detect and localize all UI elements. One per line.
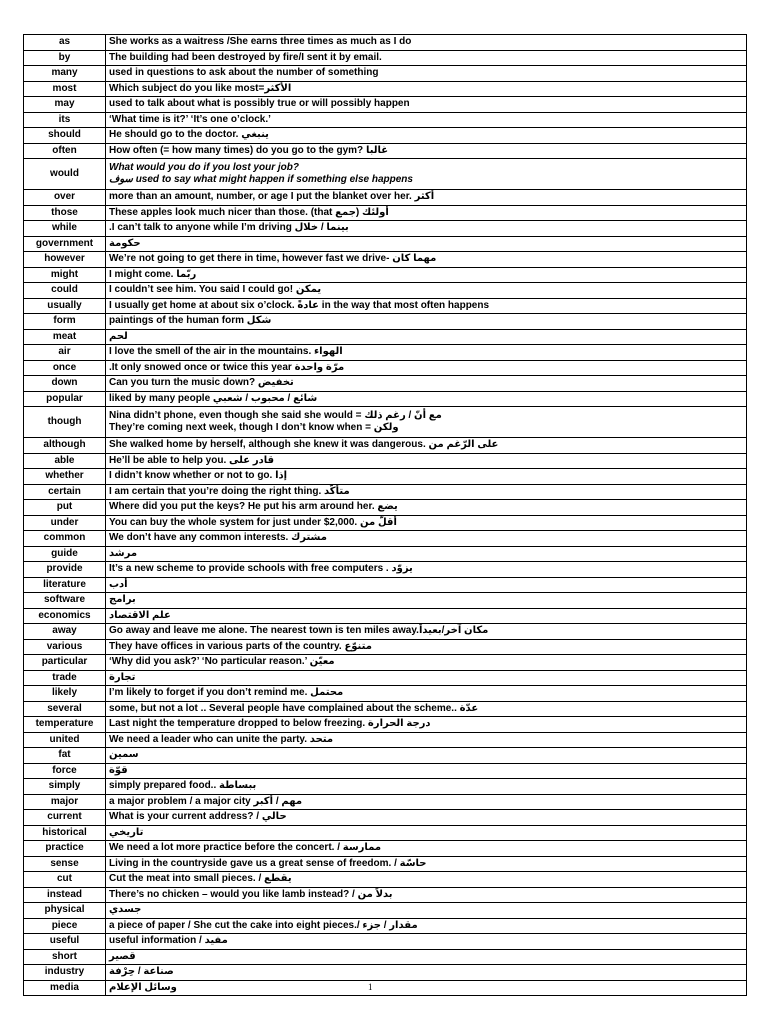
definition-line: They’re coming next week, though I don’t know when = ولكن bbox=[109, 422, 399, 433]
definition-cell bbox=[106, 66, 747, 82]
table-row bbox=[24, 205, 747, 221]
page-number: 1 bbox=[368, 982, 373, 992]
word-cell: though bbox=[24, 407, 106, 438]
table-row bbox=[24, 717, 747, 733]
definition-line: used in questions to ask about the number of something bbox=[109, 67, 379, 79]
word-cell: air bbox=[24, 345, 106, 361]
definition-line: تاريخي bbox=[109, 826, 144, 838]
definition-line: Which subject do you like most=الأكثر bbox=[109, 82, 292, 94]
definition-line: مرشد bbox=[109, 547, 138, 559]
definition-cell bbox=[106, 624, 747, 640]
word-cell: over bbox=[24, 190, 106, 206]
table-row bbox=[24, 298, 747, 314]
table-row bbox=[24, 376, 747, 392]
definition-cell bbox=[106, 236, 747, 252]
table-row bbox=[24, 810, 747, 826]
word-cell: popular bbox=[24, 391, 106, 407]
vocabulary-table bbox=[23, 34, 747, 996]
definition-cell bbox=[106, 469, 747, 485]
definition-cell bbox=[106, 934, 747, 950]
definition-line: He’ll be able to help you. قادر على bbox=[109, 454, 275, 466]
definition-cell bbox=[106, 453, 747, 469]
definition-cell bbox=[106, 810, 747, 826]
definition-line: He should go to the doctor. ينبغي bbox=[109, 129, 269, 141]
word-cell: government bbox=[24, 236, 106, 252]
definition-line: قصير bbox=[109, 950, 136, 962]
definition-cell bbox=[106, 639, 747, 655]
word-cell: while bbox=[24, 221, 106, 237]
word-cell: piece bbox=[24, 918, 106, 934]
table-row bbox=[24, 856, 747, 872]
word-cell: away bbox=[24, 624, 106, 640]
definition-line: I’m likely to forget if you don’t remind me. محتمل bbox=[109, 687, 344, 699]
table-row bbox=[24, 794, 747, 810]
definition-cell bbox=[106, 221, 747, 237]
word-cell: cut bbox=[24, 872, 106, 888]
definition-cell bbox=[106, 980, 747, 996]
word-cell: particular bbox=[24, 655, 106, 671]
definition-line: I might come. ربّما bbox=[109, 268, 197, 280]
definition-cell bbox=[106, 841, 747, 857]
table-row bbox=[24, 670, 747, 686]
word-cell: form bbox=[24, 314, 106, 330]
word-cell: industry bbox=[24, 965, 106, 981]
definition-line: You can buy the whole system for just under $2,000. أقلّ من bbox=[109, 516, 397, 528]
word-cell: major bbox=[24, 794, 106, 810]
table-row bbox=[24, 143, 747, 159]
definition-cell bbox=[106, 97, 747, 113]
table-row bbox=[24, 469, 747, 485]
definition-line: .It only snowed once or twice this year مرّة واحدة bbox=[109, 361, 345, 373]
table-row bbox=[24, 872, 747, 888]
definition-line: What is your current address? / حالي bbox=[109, 811, 287, 823]
table-row bbox=[24, 283, 747, 299]
word-cell: sense bbox=[24, 856, 106, 872]
table-row bbox=[24, 500, 747, 516]
word-cell: physical bbox=[24, 903, 106, 919]
word-cell: often bbox=[24, 143, 106, 159]
definition-cell bbox=[106, 608, 747, 624]
definition-cell bbox=[106, 670, 747, 686]
definition-cell bbox=[106, 500, 747, 516]
definition-line: برامج bbox=[109, 594, 136, 606]
definition-cell bbox=[106, 391, 747, 407]
word-cell: usually bbox=[24, 298, 106, 314]
definition-cell bbox=[106, 531, 747, 547]
definition-cell bbox=[106, 856, 747, 872]
table-row bbox=[24, 314, 747, 330]
table-row bbox=[24, 825, 747, 841]
definition-line: I am certain that you’re doing the right thing. متأكّد bbox=[109, 485, 350, 497]
table-row bbox=[24, 608, 747, 624]
definition-line: We don’t have any common interests. مشترك bbox=[109, 532, 327, 544]
definition-cell bbox=[106, 159, 747, 190]
word-cell: those bbox=[24, 205, 106, 221]
table-row bbox=[24, 624, 747, 640]
definition-cell bbox=[106, 872, 747, 888]
definition-cell bbox=[106, 484, 747, 500]
table-row bbox=[24, 949, 747, 965]
definition-cell bbox=[106, 205, 747, 221]
definition-line: It’s a new scheme to provide schools with free computers . يزوّد bbox=[109, 563, 413, 575]
definition-cell bbox=[106, 577, 747, 593]
definition-line: Last night the temperature dropped to below freezing. درجة الحرارة bbox=[109, 718, 431, 730]
definition-cell bbox=[106, 717, 747, 733]
table-row bbox=[24, 562, 747, 578]
definition-line: simply prepared food.. ببساطة bbox=[109, 780, 257, 792]
table-row bbox=[24, 252, 747, 268]
definition-cell bbox=[106, 732, 747, 748]
word-cell: certain bbox=[24, 484, 106, 500]
word-cell: various bbox=[24, 639, 106, 655]
word-cell: could bbox=[24, 283, 106, 299]
word-cell: literature bbox=[24, 577, 106, 593]
word-cell: current bbox=[24, 810, 106, 826]
definition-line: some, but not a lot .. Several people have complained about the scheme.. عدّة bbox=[109, 702, 479, 714]
word-cell: instead bbox=[24, 887, 106, 903]
table-row bbox=[24, 97, 747, 113]
word-cell: software bbox=[24, 593, 106, 609]
word-cell: should bbox=[24, 128, 106, 144]
definition-cell bbox=[106, 763, 747, 779]
definition-line: used to talk about what is possibly true or will possibly happen bbox=[109, 98, 410, 110]
word-cell: fat bbox=[24, 748, 106, 764]
definition-cell bbox=[106, 50, 747, 66]
word-cell: its bbox=[24, 112, 106, 128]
definition-cell bbox=[106, 903, 747, 919]
table-row bbox=[24, 453, 747, 469]
word-cell: economics bbox=[24, 608, 106, 624]
word-cell: under bbox=[24, 515, 106, 531]
table-row bbox=[24, 655, 747, 671]
definition-line: جسدي bbox=[109, 904, 142, 916]
definition-cell bbox=[106, 918, 747, 934]
table-row bbox=[24, 112, 747, 128]
definition-line: I usually get home at about six o’clock. عادةً in the way that most often happens bbox=[109, 299, 490, 311]
definition-line: Cut the meat into small pieces. / يقطع bbox=[109, 873, 292, 885]
definition-line: She works as a waitress /She earns three times as much as I do bbox=[109, 36, 412, 48]
table-row bbox=[24, 81, 747, 97]
word-cell: might bbox=[24, 267, 106, 283]
word-cell: common bbox=[24, 531, 106, 547]
definition-line: useful information / مفيد bbox=[109, 935, 228, 947]
definition-cell bbox=[106, 438, 747, 454]
definition-cell bbox=[106, 190, 747, 206]
definition-cell bbox=[106, 267, 747, 283]
table-row bbox=[24, 35, 747, 51]
definition-cell bbox=[106, 794, 747, 810]
table-row bbox=[24, 345, 747, 361]
table-row bbox=[24, 686, 747, 702]
word-cell: would bbox=[24, 159, 106, 190]
definition-cell bbox=[106, 887, 747, 903]
definition-line: She walked home by herself, although she knew it was dangerous. على الرّغم من bbox=[109, 439, 499, 451]
vocabulary-table-body bbox=[24, 35, 747, 996]
table-row bbox=[24, 484, 747, 500]
definition-line: سوف used to say what might happen if something else happens bbox=[109, 174, 413, 185]
word-cell: short bbox=[24, 949, 106, 965]
table-row bbox=[24, 159, 747, 190]
table-row bbox=[24, 577, 747, 593]
definition-cell bbox=[106, 112, 747, 128]
word-cell: simply bbox=[24, 779, 106, 795]
definition-cell bbox=[106, 35, 747, 51]
word-cell: media bbox=[24, 980, 106, 996]
definition-cell bbox=[106, 143, 747, 159]
definition-line: Go away and leave me alone. The nearest town is ten miles away.مكان آخر/بعيداً bbox=[109, 625, 489, 637]
definition-cell bbox=[106, 949, 747, 965]
definition-cell bbox=[106, 81, 747, 97]
word-cell: whether bbox=[24, 469, 106, 485]
table-row bbox=[24, 934, 747, 950]
definition-line: a major problem / a major city مهم / أكبر bbox=[109, 795, 303, 807]
table-row bbox=[24, 732, 747, 748]
word-cell: many bbox=[24, 66, 106, 82]
word-cell: able bbox=[24, 453, 106, 469]
definition-line: These apples look much nicer than those. (that جمع) أولئك bbox=[109, 206, 389, 218]
definition-line: سمين bbox=[109, 749, 139, 761]
word-cell: most bbox=[24, 81, 106, 97]
table-row bbox=[24, 965, 747, 981]
definition-line: تجارة bbox=[109, 671, 136, 683]
definition-cell bbox=[106, 515, 747, 531]
definition-line: The building had been destroyed by fire/I sent it by email. bbox=[109, 51, 382, 63]
definition-cell bbox=[106, 655, 747, 671]
definition-line: ‘Why did you ask?’ ‘No particular reason.’ معيّن bbox=[109, 656, 335, 668]
table-row bbox=[24, 701, 747, 717]
definition-line: There’s no chicken – would you like lamb instead? / بدلاً من bbox=[109, 888, 393, 900]
definition-cell bbox=[106, 562, 747, 578]
definition-cell bbox=[106, 593, 747, 609]
table-row bbox=[24, 50, 747, 66]
definition-line: What would you do if you lost your job? bbox=[109, 162, 299, 173]
table-row bbox=[24, 779, 747, 795]
table-row bbox=[24, 887, 747, 903]
definition-cell bbox=[106, 283, 747, 299]
table-row bbox=[24, 360, 747, 376]
definition-line: ‘What time is it?’ ‘It’s one o’clock.’ bbox=[109, 113, 271, 125]
table-row bbox=[24, 391, 747, 407]
definition-line: أدب bbox=[109, 578, 128, 590]
table-row bbox=[24, 639, 747, 655]
definition-cell bbox=[106, 748, 747, 764]
word-cell: however bbox=[24, 252, 106, 268]
table-row bbox=[24, 190, 747, 206]
table-row bbox=[24, 531, 747, 547]
definition-cell bbox=[106, 825, 747, 841]
word-cell: once bbox=[24, 360, 106, 376]
definition-line: liked by many people شائع / محبوب / شعبي bbox=[109, 392, 318, 404]
definition-cell bbox=[106, 701, 747, 717]
definition-line: I couldn’t see him. You said I could go! يمكن bbox=[109, 284, 322, 296]
word-cell: may bbox=[24, 97, 106, 113]
word-cell: united bbox=[24, 732, 106, 748]
definition-cell bbox=[106, 252, 747, 268]
definition-line: Living in the countryside gave us a great sense of freedom. / حاسّة bbox=[109, 857, 427, 869]
word-cell: as bbox=[24, 35, 106, 51]
definition-line: Can you turn the music down? تخفيض bbox=[109, 377, 294, 389]
definition-cell bbox=[106, 329, 747, 345]
table-row bbox=[24, 515, 747, 531]
definition-line: .I can’t talk to anyone while I’m driving بينما / خلال bbox=[109, 222, 349, 234]
definition-cell bbox=[106, 345, 747, 361]
definition-line: Where did you put the keys? He put his arm around her. يضع bbox=[109, 501, 398, 513]
word-cell: provide bbox=[24, 562, 106, 578]
word-cell: several bbox=[24, 701, 106, 717]
definition-line: حكومة bbox=[109, 237, 141, 249]
definition-line: لحم bbox=[109, 330, 128, 342]
definition-cell bbox=[106, 128, 747, 144]
definition-line: Nina didn’t phone, even though she said she would = مع أنّ / رغم ذلك bbox=[109, 410, 442, 421]
word-cell: practice bbox=[24, 841, 106, 857]
word-cell: guide bbox=[24, 546, 106, 562]
word-cell: meat bbox=[24, 329, 106, 345]
definition-cell bbox=[106, 376, 747, 392]
table-row bbox=[24, 407, 747, 438]
word-cell: by bbox=[24, 50, 106, 66]
definition-cell bbox=[106, 779, 747, 795]
definition-cell bbox=[106, 360, 747, 376]
table-row bbox=[24, 236, 747, 252]
table-row bbox=[24, 593, 747, 609]
word-cell: although bbox=[24, 438, 106, 454]
definition-cell bbox=[106, 407, 747, 438]
table-row bbox=[24, 221, 747, 237]
definition-cell bbox=[106, 546, 747, 562]
definition-line: a piece of paper / She cut the cake into eight pieces./ مقدار / جزء bbox=[109, 919, 418, 931]
definition-cell bbox=[106, 965, 747, 981]
table-row bbox=[24, 438, 747, 454]
definition-line: How often (= how many times) do you go to the gym? غالبا bbox=[109, 144, 389, 156]
definition-line: paintings of the human form شكل bbox=[109, 315, 272, 327]
definition-cell bbox=[106, 298, 747, 314]
table-row bbox=[24, 980, 747, 996]
definition-cell bbox=[106, 314, 747, 330]
table-row bbox=[24, 748, 747, 764]
definition-line: We need a leader who can unite the party. متحد bbox=[109, 733, 334, 745]
table-row bbox=[24, 128, 747, 144]
definition-line: قوّة bbox=[109, 764, 128, 776]
table-row bbox=[24, 329, 747, 345]
definition-line: وسائل الإعلام bbox=[109, 981, 177, 993]
word-cell: down bbox=[24, 376, 106, 392]
definition-line: We need a lot more practice before the concert. / ممارسة bbox=[109, 842, 382, 854]
definition-cell bbox=[106, 686, 747, 702]
definition-line: علم الاقتصاد bbox=[109, 609, 171, 621]
table-row bbox=[24, 267, 747, 283]
word-cell: force bbox=[24, 763, 106, 779]
definition-line: I love the smell of the air in the mountains. الهواء bbox=[109, 346, 343, 358]
table-row bbox=[24, 546, 747, 562]
word-cell: likely bbox=[24, 686, 106, 702]
definition-line: more than an amount, number, or age I put the blanket over her. أكثر bbox=[109, 191, 435, 203]
definition-line: صناعة / حِرْفة bbox=[109, 966, 174, 978]
table-row bbox=[24, 841, 747, 857]
definition-line: We’re not going to get there in time, however fast we drive- مهما كان bbox=[109, 253, 437, 265]
table-row bbox=[24, 903, 747, 919]
word-cell: historical bbox=[24, 825, 106, 841]
word-cell: useful bbox=[24, 934, 106, 950]
definition-line: I didn’t know whether or not to go. إذا bbox=[109, 470, 288, 482]
word-cell: temperature bbox=[24, 717, 106, 733]
word-cell: put bbox=[24, 500, 106, 516]
table-row bbox=[24, 763, 747, 779]
table-row bbox=[24, 918, 747, 934]
definition-line: They have offices in various parts of the country. متنوّع bbox=[109, 640, 372, 652]
word-cell: trade bbox=[24, 670, 106, 686]
table-row bbox=[24, 66, 747, 82]
